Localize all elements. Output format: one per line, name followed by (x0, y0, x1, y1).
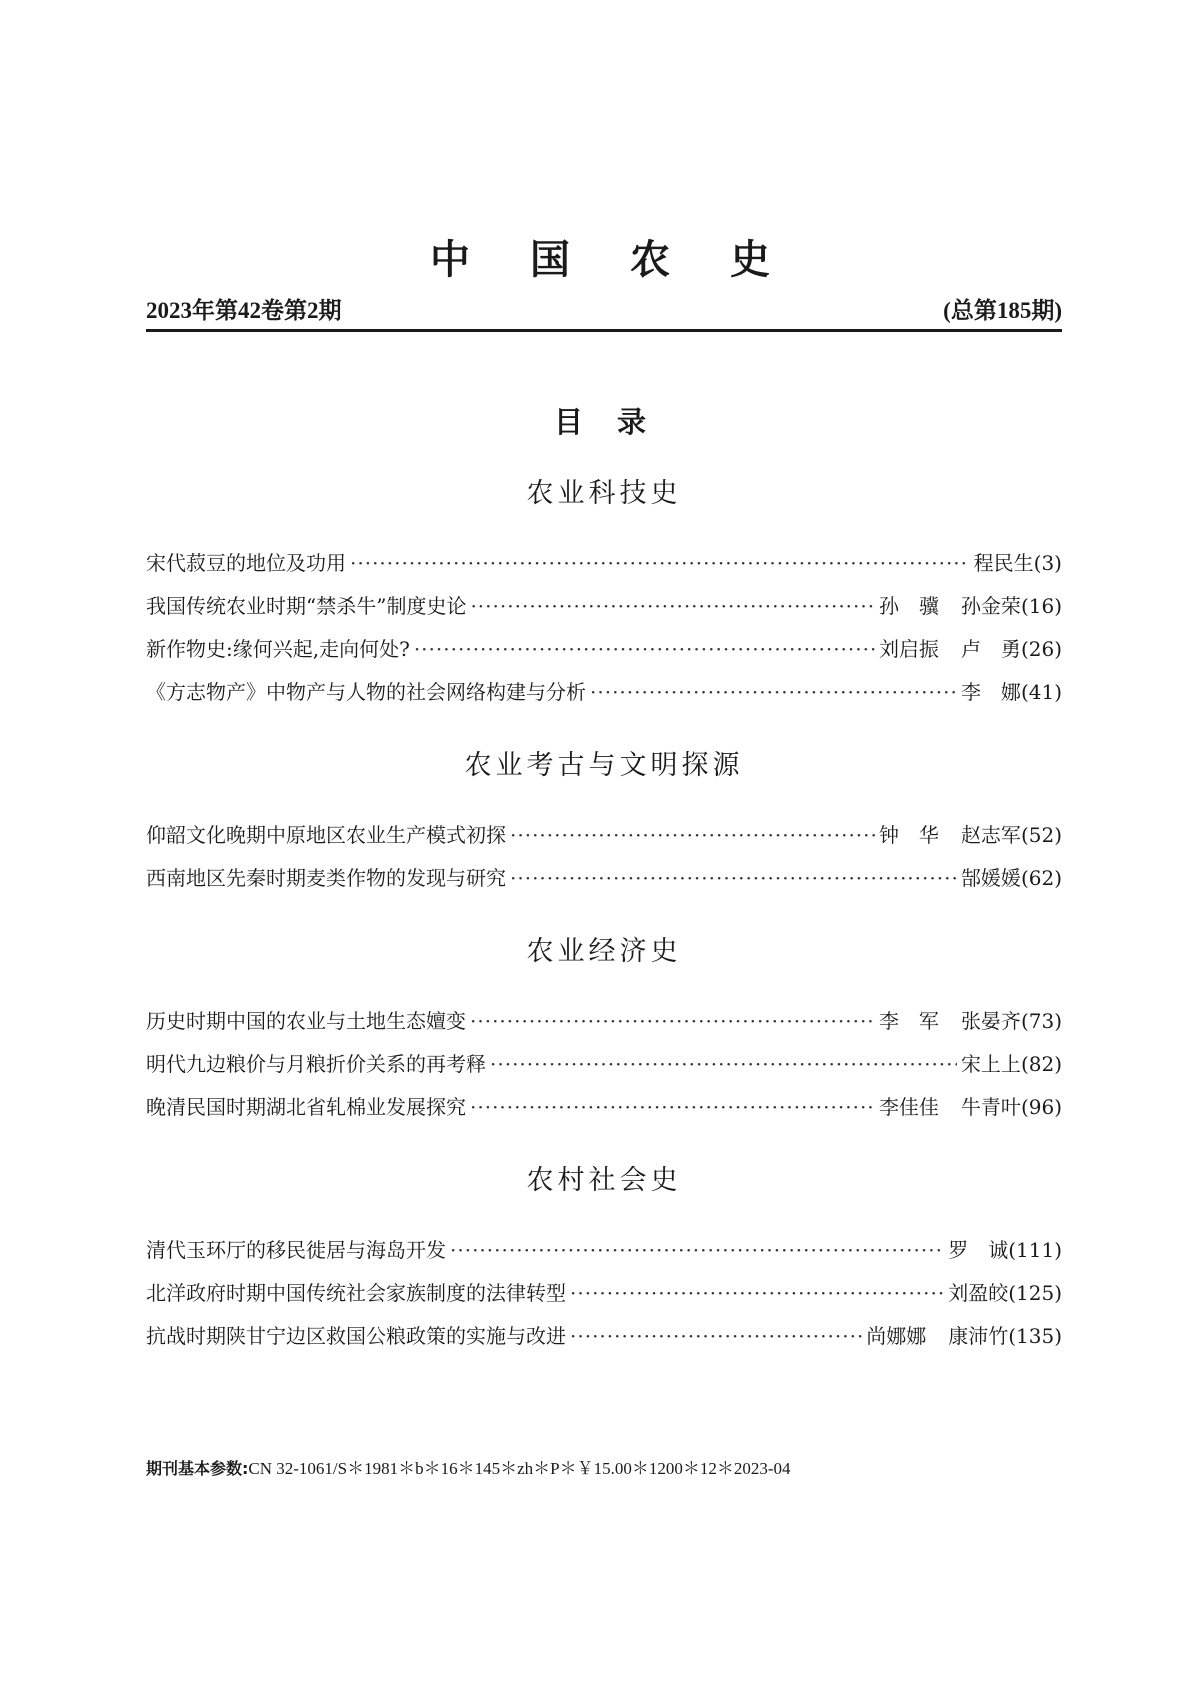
page-number: (135) (1008, 1324, 1062, 1348)
dot-leader (590, 671, 957, 714)
article-title: 清代玉环厅的移民徙居与海岛开发 (146, 1238, 446, 1262)
article-title: 仰韶文化晚期中原地区农业生产模式初探 (146, 823, 506, 847)
entry-byline (879, 585, 1062, 628)
issue-number: 2023年第42卷第2期 (146, 298, 342, 323)
article-title: 宋代菽豆的地位及功用 (146, 551, 346, 575)
journal-title: 中国农史 (430, 237, 830, 283)
article-title: 《方志物产》中物产与人物的社会网络构建与分析 (146, 680, 586, 704)
entry-byline (961, 671, 1062, 714)
author-name: 孙 骥 (878, 594, 939, 618)
toc-entry (146, 1315, 1062, 1358)
toc-entry (146, 1229, 1062, 1272)
toc-entry (146, 814, 1062, 857)
author-name: 李 娜 (960, 680, 1021, 704)
author-name: 赵志军 (960, 823, 1021, 847)
dot-leader (570, 1272, 944, 1315)
page-number: (62) (1020, 866, 1062, 890)
article-title: 新作物史:缘何兴起,走向何处? (146, 637, 410, 661)
page-number: (16) (1020, 594, 1062, 618)
parameters-value: CN 32-1061/S＊1981＊b＊16＊145＊zh＊P＊￥15.00＊1200＊12＊2023-04 (248, 1459, 791, 1478)
article-title: 历史时期中国的农业与土地生态嬗变 (146, 1009, 466, 1033)
dot-leader (450, 1229, 944, 1272)
article-title: 北洋政府时期中国传统社会家族制度的法律转型 (146, 1281, 566, 1305)
author-name: 孙金荣 (960, 594, 1021, 618)
author-name: 李 军 (878, 1009, 939, 1033)
article-title: 西南地区先秦时期麦类作物的发现与研究 (146, 866, 506, 890)
page-number: (26) (1020, 637, 1062, 661)
toc-entry (146, 628, 1062, 671)
author-name: 牛青叶 (960, 1095, 1021, 1119)
toc-entry (146, 585, 1062, 628)
entry-byline (961, 857, 1062, 900)
entry-byline (879, 814, 1062, 857)
author-name: 尚娜娜 (866, 1324, 927, 1348)
toc-section (146, 932, 1062, 1129)
page-number: (96) (1020, 1095, 1062, 1119)
author-name: 卢 勇 (960, 637, 1021, 661)
entry-byline (879, 1000, 1062, 1043)
page-number: (125) (1008, 1281, 1062, 1305)
page-number: (41) (1020, 680, 1062, 704)
entry-byline (866, 1315, 1062, 1358)
article-title: 我国传统农业时期“禁杀牛”制度史论 (146, 594, 467, 618)
toc-section (146, 746, 1062, 900)
toc-sections (146, 474, 1062, 1358)
entry-byline (879, 1086, 1062, 1129)
dot-leader (350, 542, 970, 585)
dot-leader (470, 1000, 875, 1043)
author-name: 钟 华 (878, 823, 939, 847)
section-title: 农村社会史 (526, 1165, 682, 1196)
entry-byline (948, 1229, 1062, 1272)
header-rule (146, 329, 1062, 332)
toc-entry (146, 671, 1062, 714)
dot-leader (510, 814, 875, 857)
page-number: (111) (1008, 1238, 1062, 1262)
author-name: 张晏齐 (960, 1009, 1021, 1033)
issue-bar (146, 292, 1062, 325)
toc-entry (146, 1043, 1062, 1086)
entry-byline (879, 628, 1062, 671)
page-number: (73) (1020, 1009, 1062, 1033)
parameters-label: 期刊基本参数: (146, 1459, 249, 1478)
author-name: 刘启振 (878, 637, 939, 661)
author-name: 罗 诚 (948, 1238, 1009, 1262)
section-title: 农业科技史 (526, 478, 682, 509)
page-number: (3) (1033, 551, 1062, 575)
total-issue-number: (总第185期) (943, 298, 1062, 323)
author-name: 康沛竹 (948, 1324, 1009, 1348)
toc-entry (146, 542, 1062, 585)
toc-section (146, 474, 1062, 714)
toc-entry (146, 857, 1062, 900)
section-title: 农业经济史 (526, 936, 682, 967)
section-title: 农业考古与文明探源 (464, 750, 744, 781)
dot-leader (470, 585, 874, 628)
toc-heading: 目录 (553, 405, 680, 439)
article-title: 晚清民国时期湖北省轧棉业发展探究 (146, 1095, 466, 1119)
author-name: 刘盈皎 (948, 1281, 1009, 1305)
dot-leader (414, 628, 875, 671)
toc-section (146, 1161, 1062, 1358)
journal-parameters (146, 1454, 791, 1479)
dot-leader (470, 1086, 875, 1129)
toc-entry (146, 1272, 1062, 1315)
author-name: 郜媛媛 (960, 866, 1021, 890)
entry-byline (974, 542, 1062, 585)
author-name: 李佳佳 (878, 1095, 939, 1119)
dot-leader (490, 1043, 957, 1086)
toc-entry (146, 1000, 1062, 1043)
page-number: (52) (1020, 823, 1062, 847)
author-name: 程民生 (973, 551, 1034, 575)
entry-byline (948, 1272, 1062, 1315)
dot-leader (510, 857, 957, 900)
entry-byline (961, 1043, 1062, 1086)
toc-entry (146, 1086, 1062, 1129)
dot-leader (570, 1315, 862, 1358)
article-title: 明代九边粮价与月粮折价关系的再考释 (146, 1052, 486, 1076)
author-name: 宋上上 (960, 1052, 1021, 1076)
article-title: 抗战时期陕甘宁边区救国公粮政策的实施与改进 (146, 1324, 566, 1348)
page-number: (82) (1020, 1052, 1062, 1076)
